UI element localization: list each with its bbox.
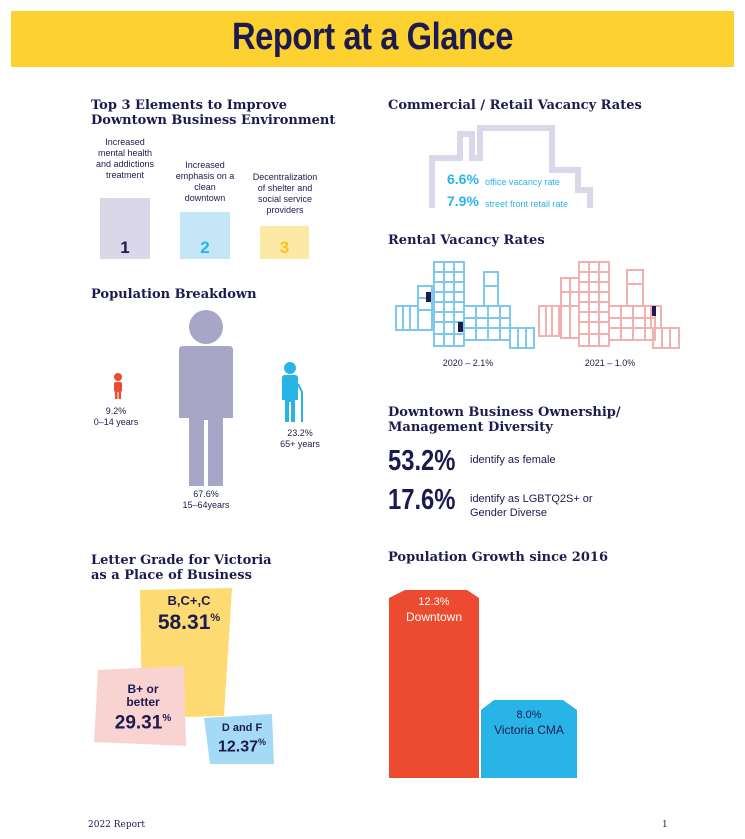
rental-2021-label: 2021 – 1.0% [584,358,636,368]
rental-buildings-2020 [392,258,537,350]
page-title: Report at a Glance [231,16,514,58]
lgbt-label: identify as LGBTQ2S+ or Gender Diverse [470,493,593,519]
grades-heading: Letter Grade for Victoria as a Place of Business [91,553,272,583]
office-vacancy-label: office vacancy rate [485,177,560,187]
grade-b-label: B+ or better [126,682,160,709]
senior-label: 65+ years [280,439,320,449]
grade-d-block [210,722,274,755]
child-pct: 9.2% [105,406,127,416]
top3-rank-1: 1 [120,238,130,257]
grade-b-suffix: % [162,713,172,724]
lgbt-pct: 17.6% [388,484,456,516]
ownership-heading: Downtown Business Ownership/ Management Diversity [388,405,621,435]
office-vacancy-pct: 6.6% [447,171,479,187]
population-heading: Population Breakdown [91,287,257,302]
adult-figure-icon [175,310,237,488]
growth-cma-value: 8.0% [516,709,542,721]
top3-label-1: Increased mental health and addictions treatment [95,137,155,180]
female-label: identify as female [470,454,556,466]
page-number: 1 [662,820,668,830]
child-label: 0–14 years [93,417,139,427]
growth-heading: Population Growth since 2016 [388,550,608,565]
grade-c-value: 58.31 [157,611,211,634]
commercial-heading: Commercial / Retail Vacancy Rates [388,98,642,113]
retail-vacancy-pct: 7.9% [447,193,479,209]
footer-report-label: 2022 Report [88,820,145,830]
senior-pct: 23.2% [287,428,313,438]
rental-buildings-2021 [537,258,682,350]
top3-label-2: Increased emphasis on a clean downtown [175,160,235,203]
grade-c-suffix: % [210,612,221,624]
grade-d-suffix: % [258,737,267,747]
grade-b-value: 29.31 [114,712,163,734]
senior-figure-icon [280,362,308,424]
growth-cma-label: Victoria CMA [494,723,564,737]
top3-rank-3: 3 [279,238,290,257]
top3-rank-2: 2 [200,238,210,257]
grade-d-value: 12.37 [217,738,259,756]
growth-downtown-label: Downtown [405,610,463,624]
adult-pct: 67.6% [193,489,219,499]
top3-label-3: Decentralization of shelter and social service providers [252,172,318,215]
child-figure-icon [108,373,128,401]
adult-label: 15–64years [182,500,230,510]
grade-d-label: D and F [221,722,263,734]
top3-heading: Top 3 Elements to Improve Downtown Business Environment [91,98,336,128]
rental-heading: Rental Vacancy Rates [388,233,545,248]
growth-downtown-value: 12.3% [418,596,450,608]
rental-2020-label: 2020 – 2.1% [442,358,494,368]
grade-b-block [108,683,178,733]
grade-c-block [150,593,228,633]
retail-vacancy-label: street front retail rate [485,199,569,209]
grade-c-label: B,C+,C [167,593,211,608]
female-pct: 53.2% [388,445,456,477]
